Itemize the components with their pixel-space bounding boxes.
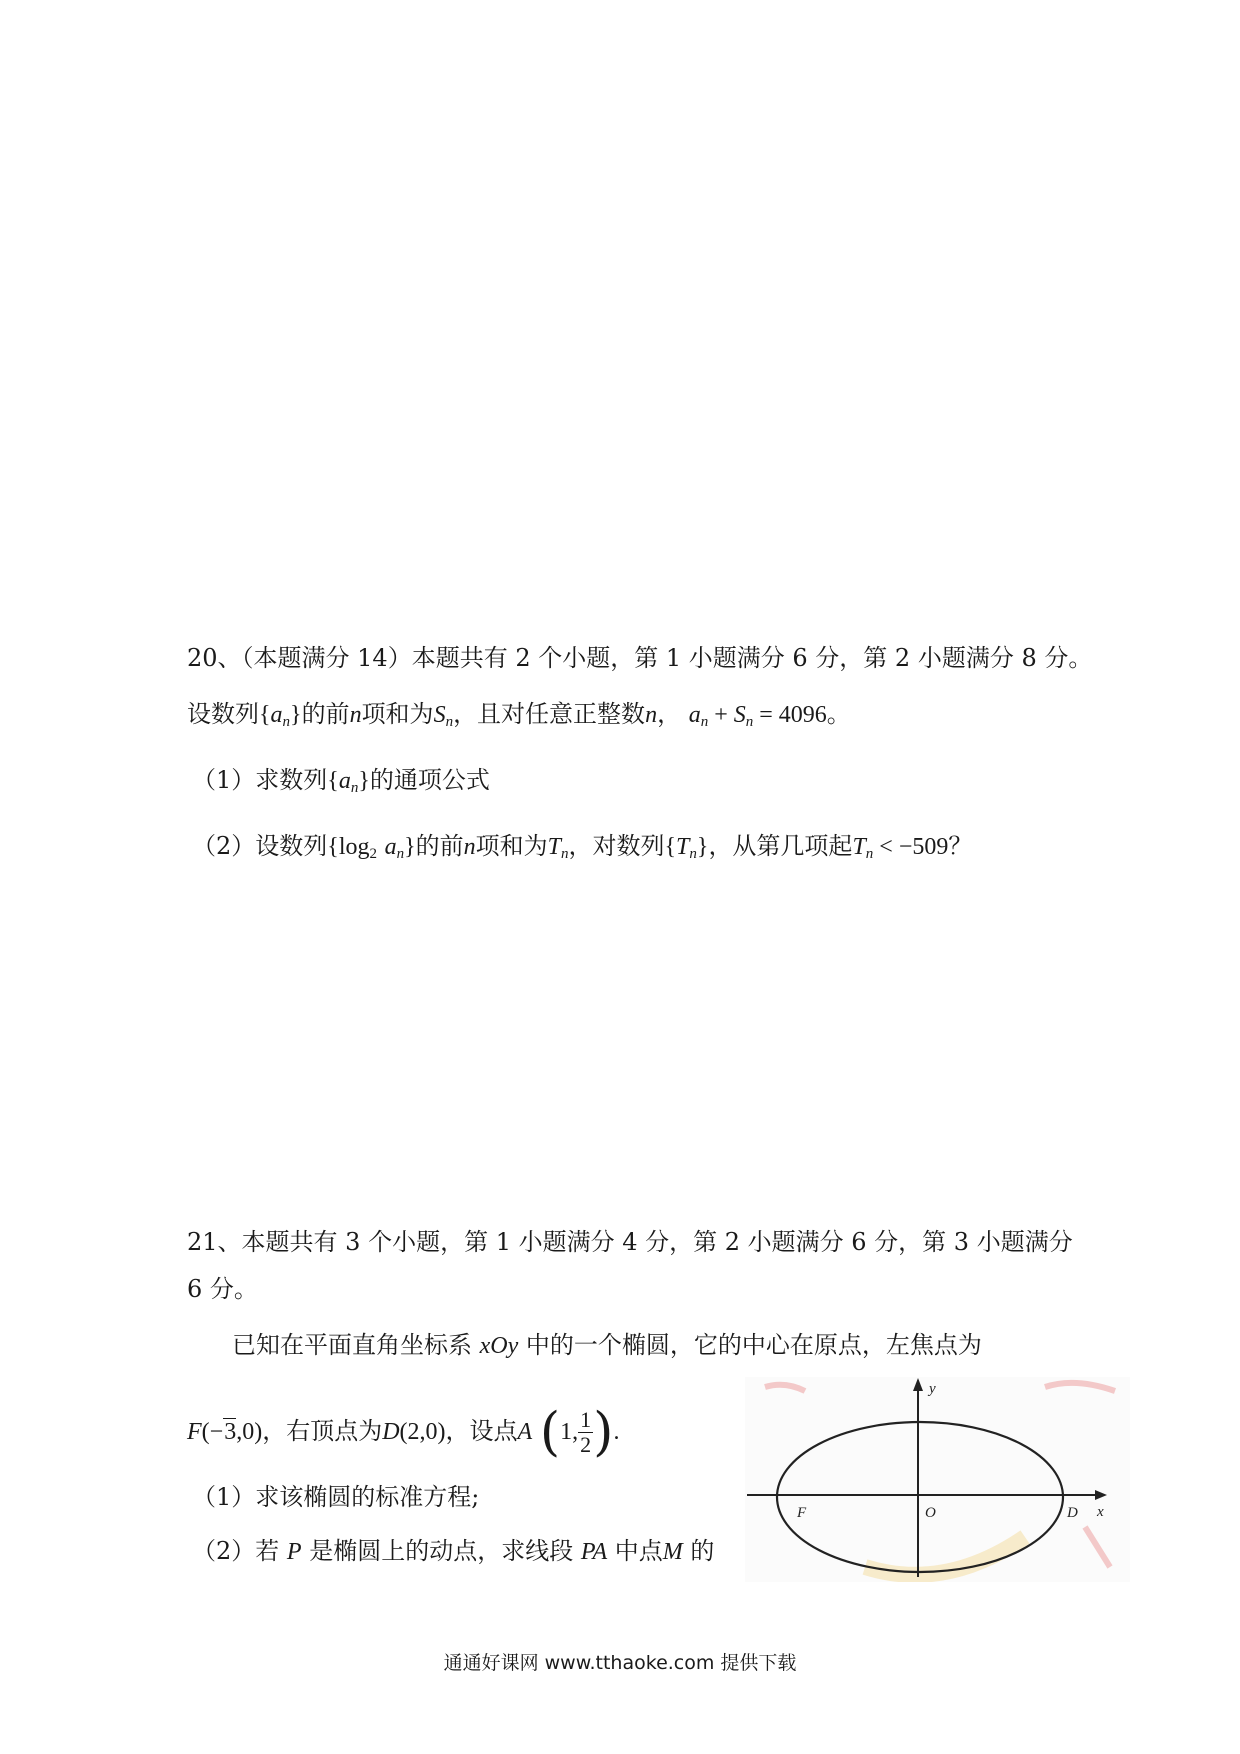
- footer-source: 通通好课网 www.tthaoke.com 提供下载: [443, 1652, 797, 1674]
- figure-background: [745, 1377, 1130, 1582]
- focus-f-label: F: [797, 1505, 807, 1521]
- q21-given: F(−3,0)，右顶点为D(2,0)，设点A (1, $\frac{1}{2}$ ).: [187, 1402, 620, 1463]
- q21-heading: 21、本题共有 3 个小题，第 1 小题满分 4 分，第 2 小题满分 6 分，第 3 小题满分: [187, 1228, 1073, 1256]
- q20-part2: （2）设数列{$\log_2$ $a_n$}的前n项和为$T_n$，对数列$\{T_n\}$，从第几项起$T_n < -509$？: [192, 832, 973, 862]
- y-label: y: [929, 1381, 936, 1397]
- q20-heading: 20、（本题满分 14）本题共有 2 个小题，第 1 小题满分 6 分，第 2 小题满分 8 分。: [187, 644, 1093, 672]
- q21-intro: 已知在平面直角坐标系 xOy 中的一个椭圆，它的中心在原点，左焦点为: [232, 1331, 982, 1359]
- ellipse-figure: [745, 1377, 1130, 1582]
- q21-part1: （1）求该椭圆的标准方程;: [192, 1483, 480, 1511]
- q21-part2: （2）若 P 是椭圆上的动点，求线段 PA 中点M 的: [192, 1537, 715, 1565]
- q20-stem: 设数列$\{a_n\}$的前n项和为$S_n$，且对任意正整数n， $a_n + S_n = 4096$。: [187, 700, 851, 730]
- q20-part1: （1）求数列$\{a_n\}$的通项公式: [192, 766, 490, 796]
- vertex-d-label: D: [1067, 1505, 1078, 1521]
- x-label: x: [1097, 1504, 1104, 1520]
- origin-o-label: O: [925, 1505, 936, 1521]
- right-big-paren: ): [593, 1402, 614, 1463]
- one-half-fraction: $\frac{1}{2}$: [580, 1407, 592, 1457]
- q21-heading-cont: 6 分。: [187, 1275, 258, 1303]
- left-big-paren: (: [539, 1402, 561, 1463]
